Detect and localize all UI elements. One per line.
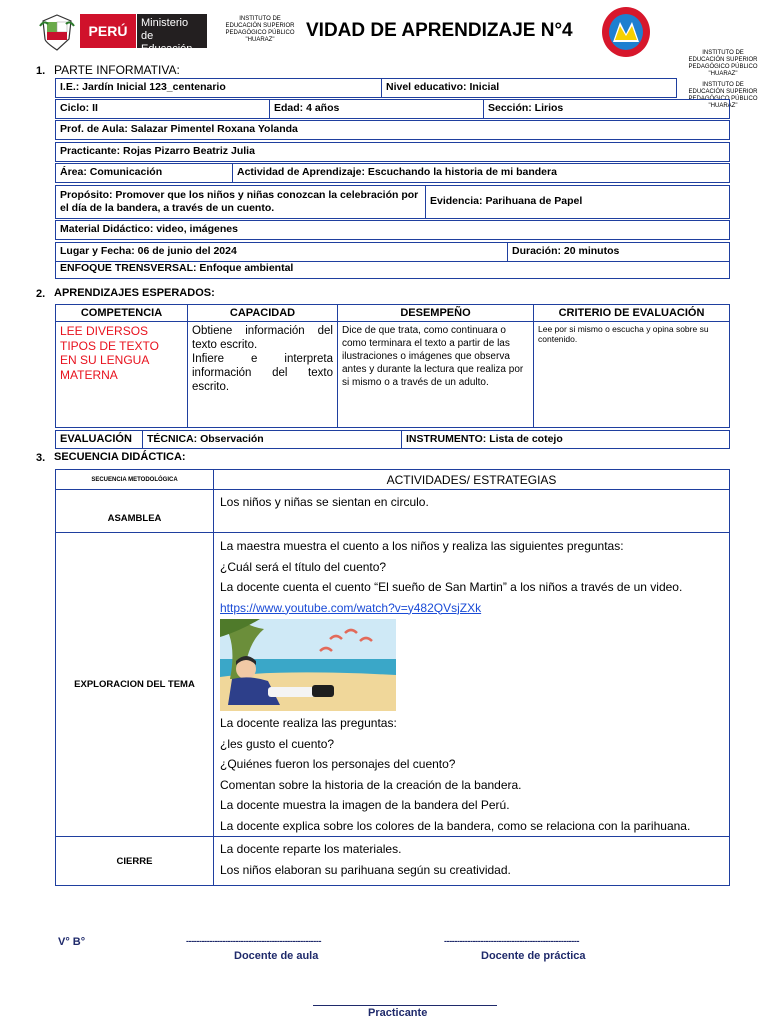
edad-cell: Edad: 4 años — [269, 99, 484, 119]
section3-title: SECUENCIA DIDÁCTICA: — [54, 451, 186, 463]
practicante-cell: Practicante: Rojas Pizarro Beatriz Julia — [55, 142, 730, 162]
exploracion-line: La docente explica sobre los colores de la bandera, como se relaciona con la parihuana. — [220, 818, 691, 833]
criterio-header: CRITERIO DE EVALUACIÓN — [533, 304, 730, 322]
lugar-cell: Lugar y Fecha: 06 de junio del 2024 — [55, 242, 508, 262]
docente-practica-label: Docente de práctica — [481, 950, 586, 962]
evaluacion-cell: EVALUACIÓN — [55, 430, 143, 449]
profesora-cell: Prof. de Aula: Salazar Pimentel Roxana Yolanda — [55, 120, 730, 140]
desempeno-cell: Dice de que trata, como continuara o como terminara el texto a partir de las ilustraciones o imágenes que observa antes y durante la lectura que realiza por si mismo o a través de un adulto. — [337, 321, 534, 428]
tecnica-cell: TÉCNICA: Observación — [142, 430, 402, 449]
enfoque-cell: ENFOQUE TRENSVERSAL: Enfoque ambiental — [55, 260, 730, 279]
capacidad-item-2: Infiere e interpreta información del texto escrito. — [192, 353, 333, 393]
ciclo-cell: Ciclo: II — [55, 99, 270, 119]
asamblea-label: ASAMBLEA — [107, 513, 162, 524]
exploracion-line: La maestra muestra el cuento a los niños y realiza las siguientes preguntas: — [220, 539, 624, 553]
side-note-1: INSTITUTO DE EDUCACIÓN SUPERIOR PEDAGÓGICO PÚBLICO "HUARAZ" — [688, 50, 758, 77]
practicante-label: Practicante — [368, 1007, 428, 1019]
desempeno-header: DESEMPEÑO — [337, 304, 534, 322]
seccion-cell: Sección: Lirios — [483, 99, 730, 119]
exploracion-label-cell — [55, 532, 214, 837]
side-note-2: INSTITUTO DE EDUCACIÓN SUPERIOR PEDAGÓGICO PÚBLICO "HUARAZ" — [688, 82, 758, 109]
capacidad-header: CAPACIDAD — [187, 304, 338, 322]
exploracion-line: ¿Quiénes fueron los personajes del cuento? — [220, 757, 456, 771]
exploracion-text-cell — [213, 532, 730, 837]
ministerio-logo-block — [137, 14, 207, 55]
ministerio-line1: Ministerio de — [141, 17, 189, 42]
video-link[interactable]: https://www.youtube.com/watch?v=y482QVsjZXk — [220, 600, 482, 615]
section1-number: 1. — [36, 65, 46, 77]
section2-title: APRENDIZAJES ESPERADOS: — [54, 287, 215, 299]
area-cell: Área: Comunicación — [55, 163, 233, 183]
signature-line-practica: ---------------------------------------------------- — [444, 936, 580, 946]
exploracion-line: Comentan sobre la historia de la creación de la bandera. — [220, 777, 522, 792]
asamblea-text-cell — [213, 489, 730, 533]
capacidad-cell — [187, 321, 338, 428]
criterio-cell: Lee por si mismo o escucha y opina sobre su contenido. — [533, 321, 730, 428]
cierre-line: La docente reparte los materiales. — [220, 842, 402, 856]
evidencia-cell: Evidencia: Parihuana de Papel — [425, 185, 730, 219]
signature-line-aula: ---------------------------------------------------- — [186, 936, 322, 946]
capacidad-item-1: Obtiene información del texto escrito. — [192, 325, 333, 351]
duracion-cell: Duración: 20 minutos — [507, 242, 730, 262]
section3-number: 3. — [36, 452, 46, 464]
competencia-header: COMPETENCIA — [55, 304, 188, 322]
visto-bueno: V° B° — [58, 936, 86, 948]
document-title: VIDAD DE APRENDIZAJE N°4 — [306, 20, 573, 41]
exploracion-label: EXPLORACION DEL TEMA — [74, 679, 195, 690]
cierre-line: Los niños elaboran su parihuana según su creatividad. — [220, 862, 511, 877]
instituto-header-text: INSTITUTO DE EDUCACIÓN SUPERIOR PEDAGÓGICO PÚBLICO "HUARAZ" — [225, 16, 295, 43]
asamblea-text: Los niños y niñas se sientan en circulo. — [220, 495, 429, 509]
section2-number: 2. — [36, 288, 46, 300]
peru-logo-block — [80, 14, 136, 48]
asamblea-label-cell — [55, 489, 214, 533]
exploracion-line: ¿Cuál será el título del cuento? — [220, 559, 387, 574]
peru-shield-icon — [38, 12, 76, 52]
cierre-label: CIERRE — [116, 856, 153, 867]
cierre-label-cell — [55, 836, 214, 886]
actividad-cell: Actividad de Aprendizaje: Escuchando la historia de mi bandera — [232, 163, 730, 183]
section1-title: PARTE INFORMATIVA: — [54, 63, 180, 77]
nivel-cell: Nivel educativo: Inicial — [381, 78, 677, 98]
proposito-cell: Propósito: Promover que los niños y niñas conozcan la celebración por el día de la bandera, a través de un cuento. — [55, 185, 426, 219]
actividades-header: ACTIVIDADES/ ESTRATEGIAS — [213, 469, 730, 490]
material-cell: Material Didáctico: video, imágenes — [55, 220, 730, 240]
docente-aula-label: Docente de aula — [234, 950, 319, 962]
cierre-text-cell — [213, 836, 730, 886]
secuencia-header: SECUENCIA METODOLÓGICA — [55, 469, 214, 490]
exploracion-line: La docente realiza las preguntas: — [220, 716, 397, 730]
story-illustration — [220, 619, 396, 711]
institute-emblem-icon — [601, 6, 651, 58]
peru-text: PERÚ — [88, 23, 128, 39]
competencia-cell: LEE DIVERSOS TIPOS DE TEXTO EN SU LENGUA MATERNA — [55, 321, 188, 428]
instrumento-cell: INSTRUMENTO: Lista de cotejo — [401, 430, 730, 449]
signature-line-practicante — [313, 1005, 497, 1006]
ie-cell: I.E.: Jardín Inicial 123_centenario — [55, 78, 382, 98]
ministerio-line2: Educación — [141, 43, 193, 55]
exploracion-line: La docente muestra la imagen de la bandera del Perú. — [220, 798, 510, 812]
exploracion-line: La docente cuenta el cuento “El sueño de San Martin” a los niños a través de un video. — [220, 580, 683, 594]
exploracion-line: ¿les gusto el cuento? — [220, 736, 335, 751]
